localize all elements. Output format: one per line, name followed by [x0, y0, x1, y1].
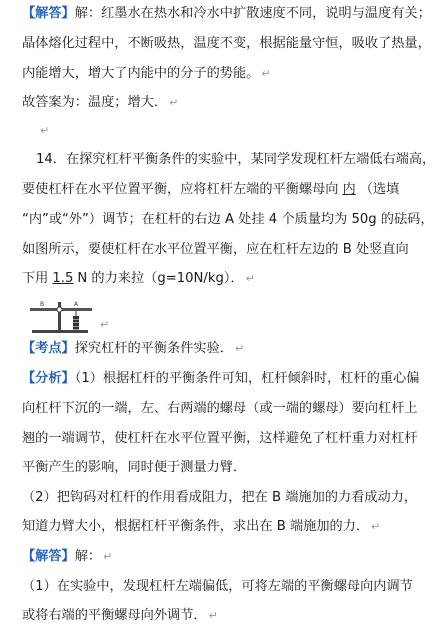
- question-line-5: 下用 1.5 N 的力来拉（g=10N/kg）． ↵: [22, 271, 255, 286]
- answer-line-3: 内能增大，增大了内能中的分子的势能。 ↵: [22, 66, 271, 81]
- analysis-line-3: 翘的一端调节，使杠杆在水平位置平衡，这样避免了杠杆重力对杠杆: [22, 431, 418, 446]
- figure-label-b: B: [40, 301, 45, 308]
- topic-tag: 【考点】: [22, 341, 75, 356]
- return-mark-icon: ↵: [261, 67, 271, 80]
- return-mark-icon: ↵: [169, 96, 179, 109]
- answer-summary: 故答案为：温度；增大． ↵: [22, 95, 179, 110]
- analysis-line-5: （2）把钩码对杠杆的作用看成阻力，把在 B 端施加的力看成动力，: [22, 490, 418, 505]
- analysis-line-1: 【分析】（1）根据杠杆的平衡条件可知，杠杆倾斜时，杠杆的重心偏: [22, 371, 420, 386]
- answer-blank-2: 1.5: [52, 271, 74, 286]
- answer-line-2: 晶体熔化过程中，不断吸热，温度不变，根据能量守恒，吸收了热量，: [22, 36, 431, 51]
- answer-line-1: 【解答】解：红墨水在热水和冷水中扩散速度不同，说明与温度有关；: [22, 6, 431, 21]
- solution-line-1: （1）在实验中，发现杠杆左端偏低，可将左端的平衡螺母向内调节: [22, 579, 413, 594]
- solution-tag: 【解答】: [22, 549, 75, 564]
- lever-illustration: [28, 296, 96, 334]
- return-mark-icon: ↵: [371, 520, 381, 533]
- question-line-4: 如图所示，要使杠杆在水平位置平衡，应在杠杆左边的 B 处竖直向: [22, 242, 409, 257]
- analysis-line-6: 知道力臂大小，根据杠杆平衡条件，求出在 B 端施加的力． ↵: [22, 519, 381, 534]
- topic-line: 【考点】探究杠杆的平衡条件实验． ↵: [22, 341, 245, 356]
- analysis-tag: 【分析】: [22, 371, 75, 386]
- analysis-line-2: 向杠杆下沉的一端，左、右两端的螺母（或一端的螺母）要向杠杆上: [22, 401, 418, 416]
- analysis-line-4: 平衡产生的影响，同时便于测量力臂．: [22, 460, 247, 475]
- figure-label-a: A: [74, 301, 79, 308]
- solution-line-2: 或将右端的平衡螺母向外调节． ↵: [22, 608, 218, 623]
- question-line-3: “内”或“外”）调节；在杠杆的右边 A 处挂 4 个质量均为 50g 的砝码，: [22, 212, 434, 227]
- return-mark-icon: ↵: [40, 124, 50, 137]
- return-mark-icon: ↵: [103, 550, 113, 563]
- return-mark-icon: ↵: [245, 272, 255, 285]
- return-mark-icon: ↵: [208, 609, 218, 622]
- return-mark-icon: ↵: [235, 342, 245, 355]
- question-line-1: 14．在探究杠杆平衡条件的实验中，某同学发现杠杆左端低右端高，: [36, 152, 436, 167]
- question-line-2: 要使杠杆在水平位置平衡，应将杠杆左端的平衡螺母向 内 （选填: [22, 182, 400, 197]
- answer-tag: 【解答】: [22, 6, 75, 21]
- return-mark-icon: ↵: [100, 318, 110, 331]
- solution-heading: 【解答】解： ↵: [22, 549, 113, 564]
- answer-blank-1: 内: [342, 182, 356, 197]
